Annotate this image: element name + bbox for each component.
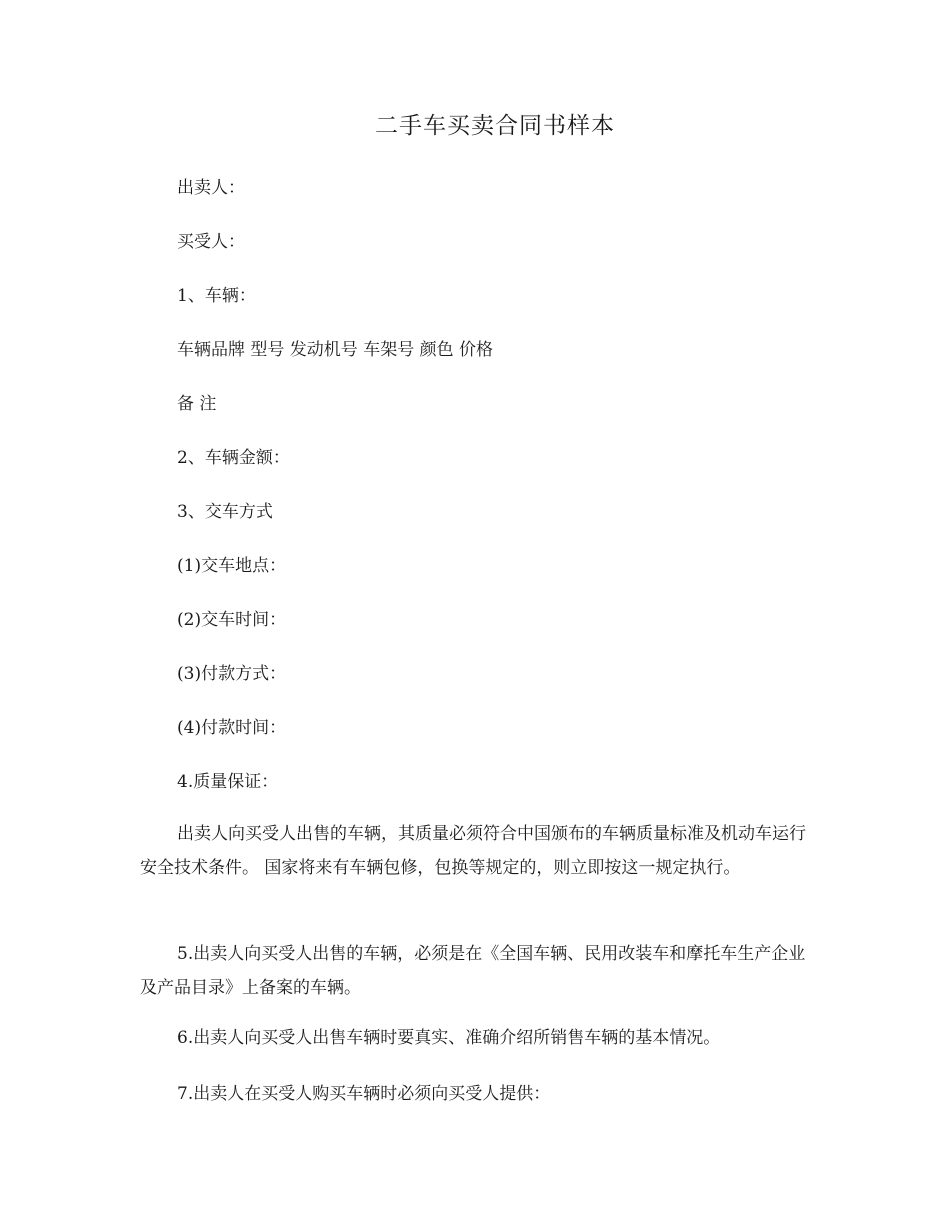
document-title: 二手车买卖合同书样本 [375,113,615,139]
remarks-line: 备 注 [177,394,217,414]
delivery-location-line: (1)交车地点： [177,556,287,576]
section-amount-heading: 2、车辆金额： [177,448,290,468]
section-delivery-heading: 3、交车方式 [177,502,273,522]
vehicle-fields-line: 车辆品牌 型号 发动机号 车架号 颜色 价格 [177,340,494,360]
section-quality-heading: 4.质量保证： [177,772,279,792]
clause-7-paragraph: 7.出卖人在买受人购买车辆时必须向买受人提供： [177,1084,551,1104]
seller-line: 出卖人： [177,178,245,198]
section-vehicle-heading: 1、车辆： [177,286,256,306]
buyer-line: 买受人： [177,232,245,252]
quality-paragraph: 出卖人向买受人出售的车辆，其质量必须符合中国颁布的车辆质量标准及机动车运行安全技术条件。 国家将来有车辆包修，包换等规定的，则立即按这一规定执行。 [140,824,806,878]
payment-time-line: (4)付款时间： [177,718,287,738]
clause-5-paragraph: 5.出卖人向买受人出售的车辆，必须是在《全国车辆、民用改装车和摩托车生产企业及产品目录》上备案的车辆。 [140,944,806,998]
payment-method-line: (3)付款方式： [177,664,287,684]
clause-6-paragraph: 6.出卖人向买受人出售车辆时要真实、准确介绍所销售车辆的基本情况。 [177,1028,721,1048]
delivery-time-line: (2)交车时间： [177,610,287,630]
